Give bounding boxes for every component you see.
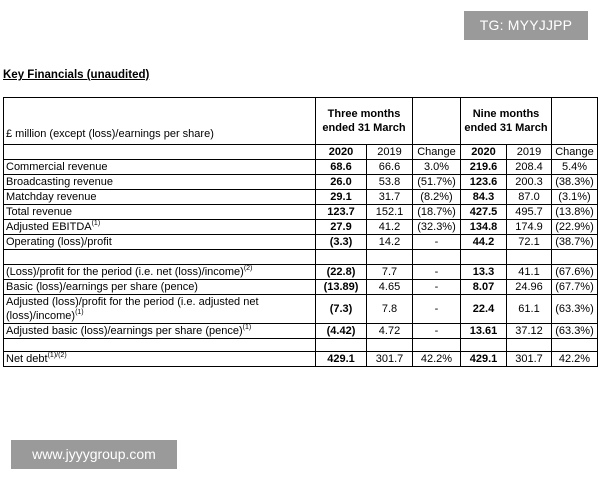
value-cell: (63.3%) <box>552 295 598 324</box>
value-cell: 123.7 <box>316 205 367 220</box>
value-cell: 41.2 <box>367 220 413 235</box>
header-spacer <box>413 98 461 145</box>
value-cell: (63.3%) <box>552 324 598 339</box>
value-cell: 123.6 <box>461 175 507 190</box>
value-cell: 429.1 <box>316 352 367 367</box>
value-cell: 72.1 <box>507 235 552 250</box>
row-label-text: Operating (loss)/profit <box>6 236 112 248</box>
empty-cell <box>367 339 413 352</box>
row-label-text: Adjusted (loss)/profit for the period (i.e. adjusted net (loss)/income) <box>6 296 259 322</box>
value-cell: 24.96 <box>507 280 552 295</box>
group-header-nine-months: Nine months ended 31 March <box>461 98 552 145</box>
footnote-marker: (1)/(2) <box>47 352 67 359</box>
column-header-2019: 2019 <box>507 145 552 160</box>
row-label <box>4 295 316 324</box>
value-cell: (51.7%) <box>413 175 461 190</box>
value-cell: (22.9%) <box>552 220 598 235</box>
value-cell: - <box>413 265 461 280</box>
value-cell: 8.07 <box>461 280 507 295</box>
value-cell: (7.3) <box>316 295 367 324</box>
value-cell: 14.2 <box>367 235 413 250</box>
value-cell: 37.12 <box>507 324 552 339</box>
table-row <box>4 205 598 220</box>
empty-cell <box>413 250 461 265</box>
column-header-2020: 2020 <box>316 145 367 160</box>
row-label <box>4 160 316 175</box>
value-cell: (8.2%) <box>413 190 461 205</box>
value-cell: 301.7 <box>507 352 552 367</box>
row-label-text: Net debt <box>6 353 48 365</box>
value-cell: (22.8) <box>316 265 367 280</box>
value-cell: (32.3%) <box>413 220 461 235</box>
table-row <box>4 280 598 295</box>
footnote-marker: (1) <box>91 220 101 227</box>
value-cell: 4.72 <box>367 324 413 339</box>
empty-cell <box>461 339 507 352</box>
table-row <box>4 265 598 280</box>
row-label <box>4 190 316 205</box>
value-cell: 66.6 <box>367 160 413 175</box>
row-label <box>4 265 316 280</box>
table-row <box>4 295 598 324</box>
value-cell: 5.4% <box>552 160 598 175</box>
watermark-bottom: www.jyyygroup.com <box>11 440 177 469</box>
table-row <box>4 160 598 175</box>
value-cell: (18.7%) <box>413 205 461 220</box>
column-header-change: Change <box>413 145 461 160</box>
empty-cell <box>413 339 461 352</box>
value-cell: 87.0 <box>507 190 552 205</box>
value-cell: 7.8 <box>367 295 413 324</box>
value-cell: (13.8%) <box>552 205 598 220</box>
column-header-2019: 2019 <box>367 145 413 160</box>
value-cell: 152.1 <box>367 205 413 220</box>
empty-cell <box>552 250 598 265</box>
value-cell: (3.1%) <box>552 190 598 205</box>
value-cell: 41.1 <box>507 265 552 280</box>
value-cell: (3.3) <box>316 235 367 250</box>
separator-row <box>4 250 598 265</box>
empty-cell <box>316 339 367 352</box>
key-financials-table <box>3 97 598 367</box>
row-label-text: Commercial revenue <box>6 161 108 173</box>
empty-cell <box>367 250 413 265</box>
footnote-marker: (2) <box>243 265 253 272</box>
watermark-top: TG: MYYJJPP <box>464 11 588 40</box>
row-label <box>4 220 316 235</box>
page-title: Key Financials (unaudited) <box>3 69 150 81</box>
corner-label: £ million (except (loss)/earnings per share) <box>4 98 316 145</box>
row-label <box>4 324 316 339</box>
value-cell: (67.6%) <box>552 265 598 280</box>
table-row <box>4 220 598 235</box>
footnote-marker: (1) <box>75 309 84 316</box>
table-row <box>4 175 598 190</box>
value-cell: 208.4 <box>507 160 552 175</box>
value-cell: 26.0 <box>316 175 367 190</box>
value-cell: 200.3 <box>507 175 552 190</box>
value-cell: (4.42) <box>316 324 367 339</box>
row-label <box>4 352 316 367</box>
value-cell: 495.7 <box>507 205 552 220</box>
row-label <box>4 205 316 220</box>
value-cell: (67.7%) <box>552 280 598 295</box>
header-spacer <box>552 98 598 145</box>
row-label <box>4 175 316 190</box>
row-label-text: Adjusted EBITDA <box>6 221 92 233</box>
table-row <box>4 190 598 205</box>
header-blank <box>4 145 316 160</box>
value-cell: 31.7 <box>367 190 413 205</box>
value-cell: 61.1 <box>507 295 552 324</box>
row-label-text: Adjusted basic (loss)/earnings per share (pence) <box>6 325 243 337</box>
column-header-2020: 2020 <box>461 145 507 160</box>
separator-row <box>4 339 598 352</box>
value-cell: 42.2% <box>552 352 598 367</box>
footnote-marker: (1) <box>242 324 252 331</box>
value-cell: 301.7 <box>367 352 413 367</box>
value-cell: 7.7 <box>367 265 413 280</box>
empty-cell <box>4 339 316 352</box>
value-cell: 27.9 <box>316 220 367 235</box>
value-cell: 134.8 <box>461 220 507 235</box>
value-cell: 53.8 <box>367 175 413 190</box>
value-cell: 13.3 <box>461 265 507 280</box>
value-cell: (38.7%) <box>552 235 598 250</box>
row-label-text: Total revenue <box>6 206 73 218</box>
value-cell: 29.1 <box>316 190 367 205</box>
row-label-text: Basic (loss)/earnings per share (pence) <box>6 281 198 293</box>
value-cell: 174.9 <box>507 220 552 235</box>
column-header-change: Change <box>552 145 598 160</box>
value-cell: 68.6 <box>316 160 367 175</box>
table-row <box>4 324 598 339</box>
value-cell: 22.4 <box>461 295 507 324</box>
value-cell: 3.0% <box>413 160 461 175</box>
value-cell: 4.65 <box>367 280 413 295</box>
row-label <box>4 280 316 295</box>
value-cell: 42.2% <box>413 352 461 367</box>
value-cell: 219.6 <box>461 160 507 175</box>
value-cell: - <box>413 280 461 295</box>
value-cell: 44.2 <box>461 235 507 250</box>
value-cell: 429.1 <box>461 352 507 367</box>
row-label <box>4 235 316 250</box>
empty-cell <box>4 250 316 265</box>
table-row <box>4 235 598 250</box>
empty-cell <box>316 250 367 265</box>
empty-cell <box>552 339 598 352</box>
value-cell: (13.89) <box>316 280 367 295</box>
value-cell: 427.5 <box>461 205 507 220</box>
value-cell: - <box>413 235 461 250</box>
table-row <box>4 352 598 367</box>
row-label-text: Matchday revenue <box>6 191 97 203</box>
value-cell: (38.3%) <box>552 175 598 190</box>
row-label-text: Broadcasting revenue <box>6 176 114 188</box>
empty-cell <box>507 250 552 265</box>
empty-cell <box>507 339 552 352</box>
value-cell: 84.3 <box>461 190 507 205</box>
group-header-three-months: Three months ended 31 March <box>316 98 413 145</box>
value-cell: 13.61 <box>461 324 507 339</box>
row-label-text: (Loss)/profit for the period (i.e. net (loss)/income) <box>6 266 244 278</box>
value-cell: - <box>413 324 461 339</box>
value-cell: - <box>413 295 461 324</box>
empty-cell <box>461 250 507 265</box>
